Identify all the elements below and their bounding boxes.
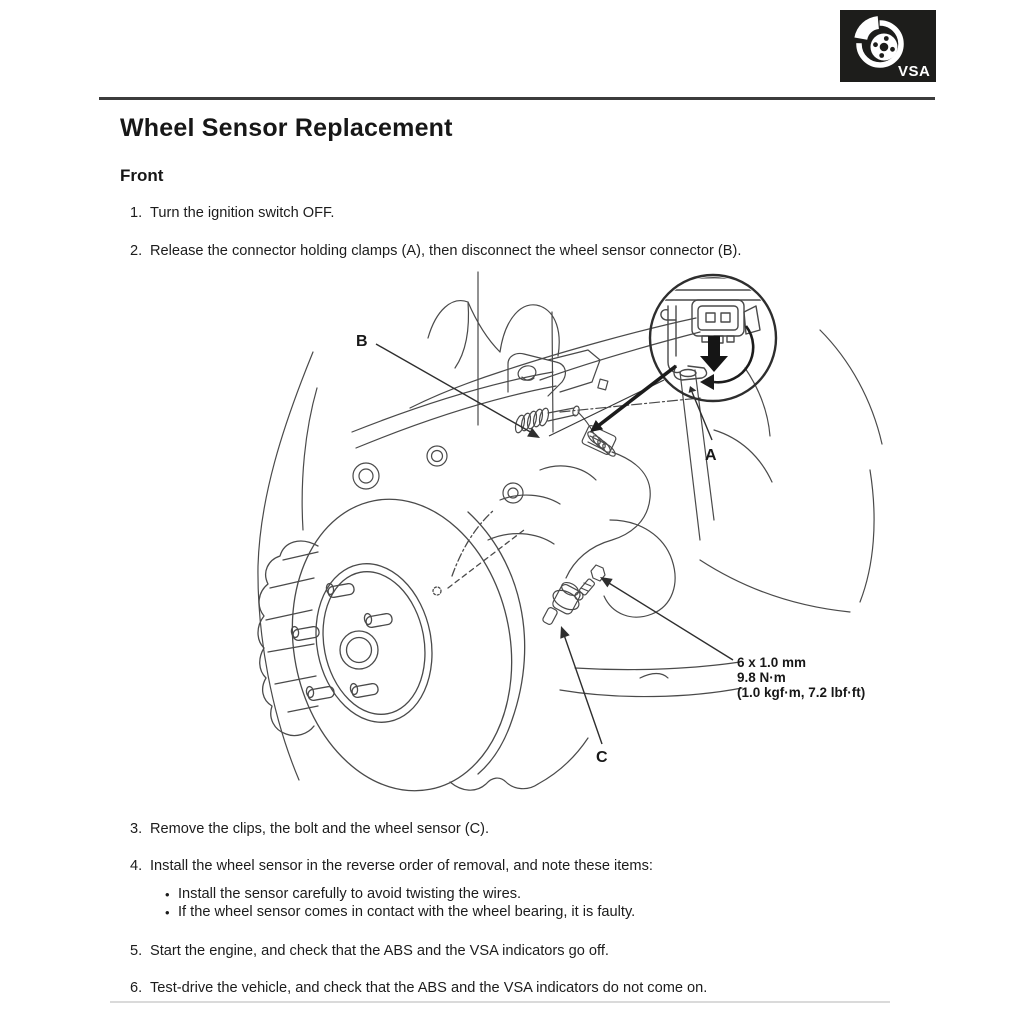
step-number: 4. (130, 858, 143, 874)
torque-spec-nm: 9.8 N·m (737, 670, 786, 685)
vsa-badge-label: VSA (898, 63, 931, 80)
bullet-text: Install the sensor carefully to avoid twisting the wires. (178, 886, 522, 902)
step-number: 2. (130, 243, 143, 259)
section-heading: Front (120, 166, 164, 185)
torque-spec-alt: (1.0 kgf·m, 7.2 lbf·ft) (737, 685, 866, 700)
page-title: Wheel Sensor Replacement (120, 114, 453, 142)
connector-inset (650, 275, 776, 401)
step-text: Install the wheel sensor in the reverse order of removal, and note these items: (150, 858, 653, 874)
step-number: 6. (130, 980, 143, 996)
bullet-marker: • (165, 887, 170, 902)
vsa-badge (840, 10, 936, 82)
torque-spec-size: 6 x 1.0 mm (737, 655, 807, 670)
step-number: 5. (130, 943, 143, 959)
vsa-brake-icon (840, 10, 936, 82)
label-clamp-a: A (705, 447, 717, 464)
step-text: Start the engine, and check that the ABS and the VSA indicators go off. (150, 943, 609, 959)
step-text: Turn the ignition switch OFF. (150, 205, 335, 221)
diagram-svg (230, 268, 920, 803)
brake-rotor (268, 480, 536, 803)
label-sensor-c: C (596, 749, 608, 766)
footer-rule (110, 1001, 890, 1003)
wheel-sensor-diagram (230, 268, 920, 803)
step-text: Release the connector holding clamps (A), then disconnect the wheel sensor connector (B). (150, 243, 742, 259)
header-rule (99, 97, 935, 100)
step-number: 3. (130, 821, 143, 837)
step-number: 1. (130, 205, 143, 221)
label-connector-b: B (356, 333, 368, 350)
step-text: Remove the clips, the bolt and the wheel sensor (C). (150, 821, 490, 837)
step-text: Test-drive the vehicle, and check that the ABS and the VSA indicators do not come on. (150, 980, 708, 996)
bullet-text: If the wheel sensor comes in contact with the wheel bearing, it is faulty. (178, 904, 636, 920)
bullet-marker: • (165, 905, 170, 920)
